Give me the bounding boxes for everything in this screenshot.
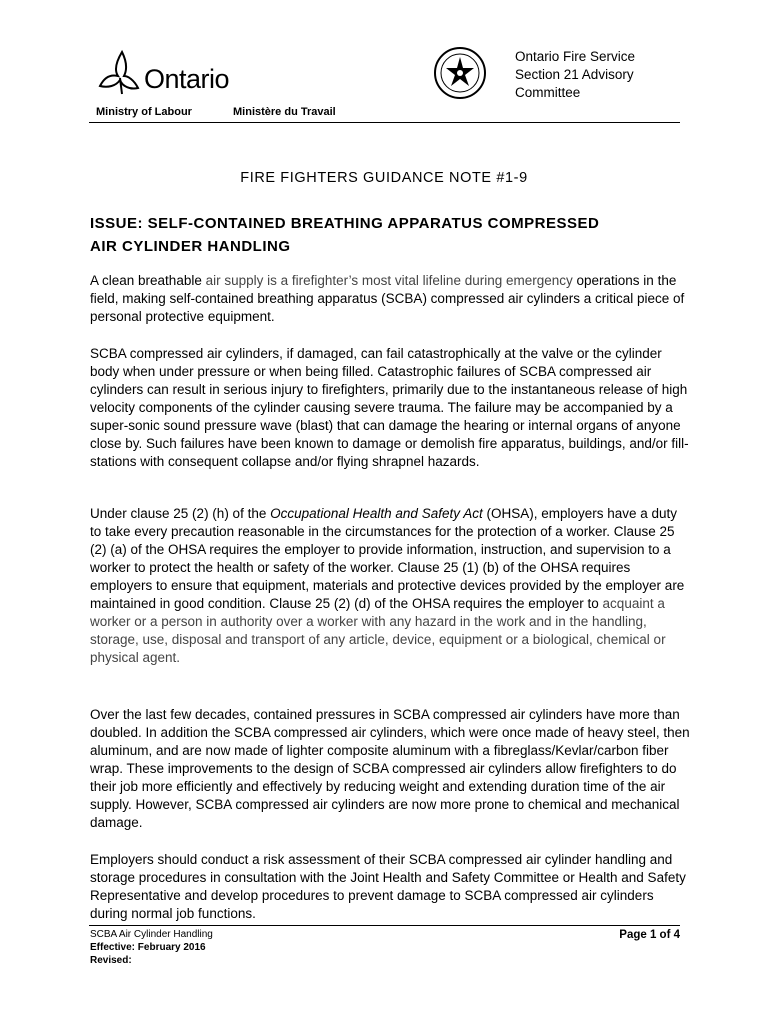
paragraph-2 xyxy=(90,345,690,471)
paragraph-1 xyxy=(90,272,690,326)
page-number: Page 1 of 4 xyxy=(619,929,680,941)
ministry-english: Ministry of Labour xyxy=(96,106,192,118)
committee-seal-icon xyxy=(433,46,487,100)
footer-revised: Revised: xyxy=(90,955,132,966)
text-run: A clean breathable xyxy=(90,273,206,288)
footer-info xyxy=(90,928,213,967)
committee-line: Ontario Fire Service xyxy=(515,49,636,64)
issue-line: AIR CYLINDER HANDLING xyxy=(90,238,291,255)
footer-effective: Effective: February 2016 xyxy=(90,942,206,953)
text-run: operations in the field, making self-contained breathing apparatus (SCBA) compressed air cylinders a critical piece of personal protective equipment. xyxy=(90,273,685,324)
trillium-icon xyxy=(96,48,148,96)
paragraph-5 xyxy=(90,851,690,923)
issue-line: ISSUE: SELF-CONTAINED BREATHING APPARATUS COMPRESSED xyxy=(90,215,600,232)
text-run: Under clause 25 (2) (h) of the xyxy=(90,506,271,521)
ministry-french: Ministère du Travail xyxy=(233,106,336,118)
paragraph-4 xyxy=(90,706,690,832)
paragraph-3 xyxy=(90,505,690,667)
committee-name xyxy=(515,48,635,102)
footer-divider xyxy=(89,925,680,926)
text-run: acquaint a worker or a person in authority over a worker with any hazard in the work and in the handling, storage, use, disposal and transport of any article, device, equipment or a biological, chemical or physical agent. xyxy=(90,596,666,665)
header-divider xyxy=(89,122,680,123)
committee-line: Section 21 Advisory xyxy=(515,67,634,82)
issue-heading xyxy=(90,212,690,258)
ministry-row xyxy=(96,106,680,118)
act-title: Occupational Health and Safety Act xyxy=(270,506,483,521)
guidance-note-title: FIRE FIGHTERS GUIDANCE NOTE #1-9 xyxy=(240,170,528,186)
ontario-wordmark: Ontario xyxy=(144,64,230,94)
paragraph-text: Employers should conduct a risk assessment of their SCBA compressed air cylinder handling and storage procedures in consultation with the Joint Health and Safety Committee or Health and Safety Representative and develop procedures to prevent damage to SCBA compressed air cylinders during normal job functions. xyxy=(90,852,686,921)
footer-doc-name: SCBA Air Cylinder Handling xyxy=(90,929,213,940)
paragraph-text: SCBA compressed air cylinders, if damaged, can fail catastrophically at the valve or the cylinder body when under pressure or when being filled. Catastrophic failures of SCBA compressed air cylinders can result in serious injury to firefighters, primarily due to the instantaneous release of high velocity components of the cylinder causing severe trauma. The failure may be accompanied by a super-sonic sound pressure wave (blast) that can damage the hearing or internal organs of anyone close by. Such failures have been known to damage or demolish fire apparatus, buildings, and/or fill-stations with consequent collapse and/or flying shrapnel hazards. xyxy=(90,346,689,469)
committee-line: Committee xyxy=(515,85,581,100)
paragraph-text: Over the last few decades, contained pressures in SCBA compressed air cylinders have more than doubled. In addition the SCBA compressed air cylinders, which were once made of heavy steel, then aluminum, and are now made of lighter composite aluminum with a fibreglass/Kevlar/carbon fiber wrap. These improvements to the design of SCBA compressed air cylinders allow firefighters to do their job more efficiently and effectively by reducing weight and extending duration time of the air supply. However, SCBA compressed air cylinders are now more prone to chemical and mechanical damage. xyxy=(90,707,690,830)
text-run: (OHSA), employers have a duty to take every precaution reasonable in the circumstances for the protection of a worker. Clause 25 (2) (a) of the OHSA requires the employer to provide information, instruction, and supervision to a worker to protect the health or safety of the worker. Clause 25 (1) (b) of the OHSA requires employers to ensure that equipment, materials and protective devices provided by the employer are maintained in good condition. Clause 25 (2) (d) of the OHSA requires the employer to xyxy=(90,506,685,611)
text-run: air supply is a firefighter’s most vital lifeline during emergency xyxy=(205,273,573,288)
ontario-logo xyxy=(96,46,256,106)
